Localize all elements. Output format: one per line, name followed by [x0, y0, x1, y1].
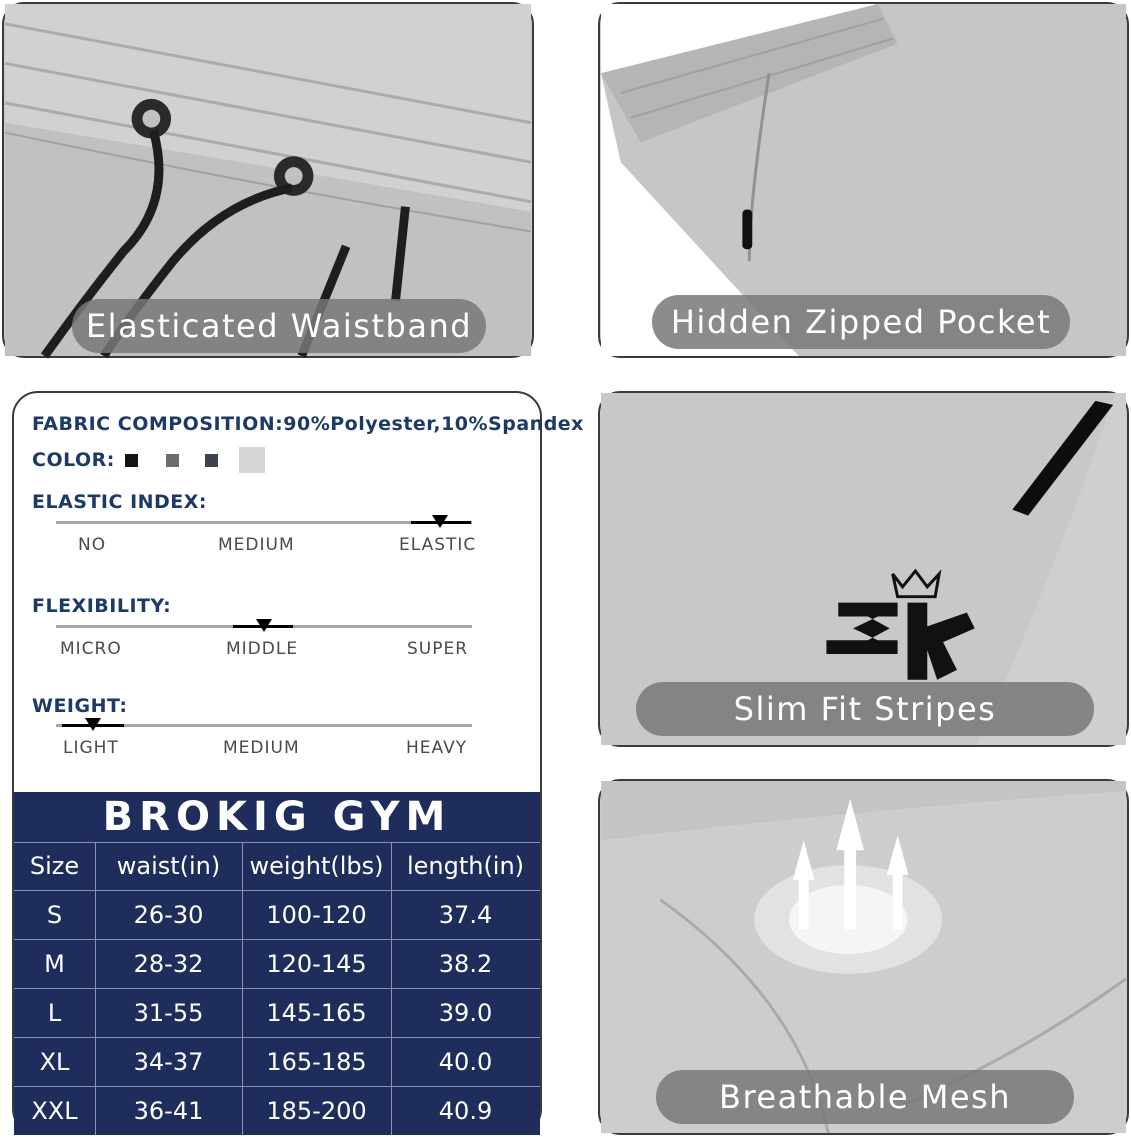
elastic-tick-no: NO [78, 535, 107, 555]
weight-marker-icon [85, 718, 101, 731]
table-cell: XXL [31, 1097, 78, 1125]
weight-tick-light: LIGHT [63, 738, 119, 758]
elastic-tick-medium: MEDIUM [218, 535, 295, 555]
table-cell: 37.4 [438, 901, 493, 929]
table-cell: 28-32 [133, 950, 204, 978]
table-header: length(in) [406, 852, 525, 880]
brand-title: BROKIG GYM [102, 794, 452, 840]
waistband-caption: Elasticated Waistband [72, 299, 486, 353]
table-cell: 120-145 [266, 950, 367, 978]
table-cell: L [47, 999, 62, 1027]
table-cell: 34-37 [133, 1048, 204, 1076]
stripes-caption: Slim Fit Stripes [636, 682, 1094, 736]
waistband-photo-panel [2, 2, 534, 358]
elastic-scale [56, 521, 472, 524]
fabric-value: 90%Polyester,10%Spandex [283, 413, 584, 435]
table-cell: 165-185 [266, 1048, 367, 1076]
fabric-composition [32, 413, 584, 435]
table-cell: 39.0 [438, 999, 493, 1027]
table-cell: 40.9 [438, 1097, 493, 1125]
pocket-photo-panel [598, 2, 1129, 358]
flexibility-marker-icon [256, 619, 272, 632]
color-label: COLOR: [32, 449, 115, 471]
color-swatch-light-grey [239, 447, 265, 473]
table-cell: M [44, 950, 65, 978]
stripes-photo-panel [598, 391, 1129, 747]
elastic-tick-elastic: ELASTIC [399, 535, 477, 555]
table-header: waist(in) [116, 852, 221, 880]
table-cell: 40.0 [438, 1048, 493, 1076]
table-cell: 145-165 [266, 999, 367, 1027]
size-chart [14, 792, 540, 1135]
table-cell: 31-55 [133, 999, 204, 1027]
product-spec-card [12, 391, 584, 1135]
elastic-marker-icon [432, 515, 448, 528]
pocket-caption: Hidden Zipped Pocket [652, 295, 1070, 349]
weight-tick-heavy: HEAVY [406, 738, 468, 758]
color-swatch-dark-grey [205, 454, 218, 467]
mesh-caption: Breathable Mesh [656, 1070, 1074, 1124]
weight-label: WEIGHT: [32, 695, 128, 717]
table-cell: 185-200 [266, 1097, 367, 1125]
elastic-index-label: ELASTIC INDEX: [32, 491, 208, 513]
table-cell: 26-30 [133, 901, 204, 929]
weight-tick-medium: MEDIUM [223, 738, 300, 758]
table-cell: 38.2 [438, 950, 493, 978]
table-cell: 100-120 [266, 901, 367, 929]
mesh-photo-panel [598, 779, 1129, 1135]
table-header: weight(lbs) [249, 852, 384, 880]
fabric-label: FABRIC COMPOSITION: [32, 413, 284, 435]
flexibility-tick-middle: MIDDLE [226, 639, 299, 659]
flexibility-tick-super: SUPER [407, 639, 469, 659]
table-header: Size [29, 852, 80, 880]
table-cell: S [46, 901, 63, 929]
table-cell: 36-41 [133, 1097, 204, 1125]
flexibility-tick-micro: MICRO [60, 639, 122, 659]
color-swatch-black [125, 454, 138, 467]
color-swatch-olive-grey [166, 454, 179, 467]
table-cell: XL [39, 1048, 70, 1076]
flexibility-label: FLEXIBILITY: [32, 595, 172, 617]
